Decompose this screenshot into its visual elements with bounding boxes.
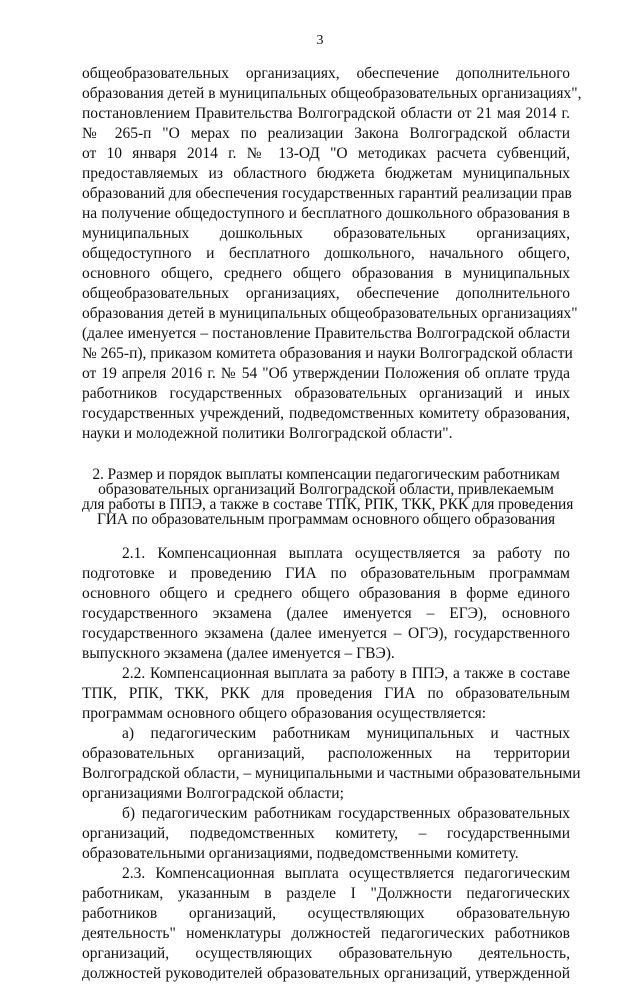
text-line: науки и молодежной политики Волгоградской области".	[82, 425, 453, 442]
text-line: предоставляемых из областного бюджета бюджетам муниципальных	[82, 165, 570, 182]
text-line: работникам, указанным в разделе I "Должности педагогических	[82, 885, 570, 902]
text-line: от 10 января 2014 г. № 13-ОД "О методиках расчета субвенций,	[82, 145, 570, 162]
text-line: ТПК, РПК, ТКК, РКК для проведения ГИА по образовательным	[82, 685, 570, 702]
text-line: общеобразовательных организациях, обеспечение дополнительного	[82, 285, 570, 302]
text-line: работников организаций, осуществляющих образовательную	[82, 905, 570, 922]
text-line: (далее именуется – постановление Правительства Волгоградской области	[82, 325, 570, 342]
text-line: от 19 апреля 2016 г. № 54 "Об утверждении Положения об оплате труда	[82, 365, 570, 382]
text-line: 2.3. Компенсационная выплата осуществляется педагогическим	[122, 865, 570, 882]
text-line: 2.1. Компенсационная выплата осуществляется за работу по	[122, 545, 570, 562]
page-number: 3	[316, 33, 324, 48]
text-line: государственного экзамена (далее именуется – ОГЭ), государственного	[82, 625, 570, 642]
text-line: образовательными организациями, подведомственными комитету.	[82, 845, 519, 862]
text-line: деятельность" номенклатуры должностей педагогических работников	[82, 925, 570, 942]
text-line: муниципальных дошкольных образовательных организациях,	[82, 225, 570, 242]
text-line: б) педагогическим работникам государственных образовательных	[122, 805, 570, 822]
text-line: № 265-п "О мерах по реализации Закона Волгоградской области	[82, 125, 570, 142]
text-line: выпускного экзамена (далее именуется – ГВЭ).	[82, 645, 395, 662]
text-line: программам основного общего образования осуществляется:	[82, 705, 487, 722]
text-line: а) педагогическим работникам муниципальных и частных	[122, 725, 570, 742]
text-line: государственного экзамена (далее именуется – ЕГЭ), основного	[82, 605, 570, 622]
text-line: на получение общедоступного и бесплатного дошкольного образования в	[82, 205, 570, 222]
text-line: подготовке и проведению ГИА по образовательным программам	[82, 565, 570, 582]
text-line: постановлением Правительства Волгоградской области от 21 мая 2014 г.	[82, 105, 570, 122]
text-line: государственных учреждений, подведомственных комитету образования,	[82, 405, 570, 422]
heading-line: 2. Размер и порядок выплаты компенсации педагогическим работникам	[92, 466, 560, 483]
text-line: образовательных организаций, расположенных на территории	[82, 745, 570, 762]
text-line: организаций, осуществляющих образовательную деятельность,	[82, 945, 570, 962]
text-line: организациями Волгоградской области;	[82, 785, 344, 802]
heading-line: ГИА по образовательным программам основного общего образования	[96, 511, 556, 528]
text-line: № 265-п), приказом комитета образования и науки Волгоградской области	[82, 345, 573, 362]
heading-line: образовательных организаций Волгоградской области, привлекаемым	[98, 481, 554, 498]
text-line: организаций, подведомственных комитету, – государственными	[82, 825, 570, 842]
text-line: Волгоградской области, – муниципальными и частными образовательными	[82, 765, 581, 782]
text-line: должностей руководителей образовательных организаций, утвержденной	[82, 965, 570, 982]
text-line: 2.2. Компенсационная выплата за работу в ППЭ, а также в составе	[122, 665, 570, 682]
text-line: образования детей в муниципальных общеобразовательных организациях"	[82, 305, 578, 322]
text-line: образований для обеспечения государственных гарантий реализации прав	[82, 185, 572, 202]
text-line: работников государственных образовательных организаций и иных	[82, 385, 570, 402]
text-line: общедоступного и бесплатного дошкольного, начального общего,	[82, 245, 570, 262]
heading-line: для работы в ППЭ, а также в составе ТПК, РПК, ТКК, РКК для проведения	[82, 496, 574, 513]
text-line: общеобразовательных организациях, обеспечение дополнительного	[82, 65, 570, 82]
text-line: образования детей в муниципальных общеобразовательных организациях",	[82, 85, 582, 102]
text-line: основного общего, среднего общего образования в муниципальных	[82, 265, 570, 282]
text-line: основного общего и среднего общего образования в форме единого	[82, 585, 570, 602]
